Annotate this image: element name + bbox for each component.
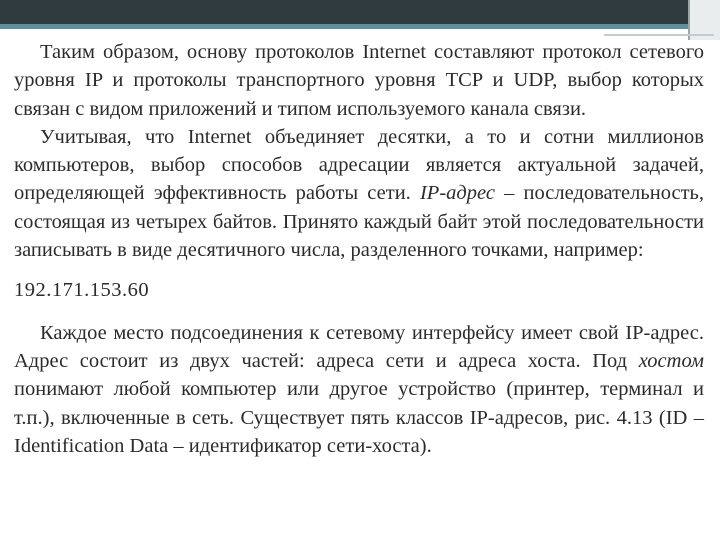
- paragraph-addressing: [14, 123, 704, 264]
- paragraph-host: [14, 319, 704, 460]
- slide-top-bar: [0, 0, 720, 24]
- paragraph-addressing-text: Учитывая, что Internet объединяет десятки, а то и сотни миллионов компьютеров, выбор способов адресации является актуальной задачей, определяющей эффективность работы сети.: [14, 125, 704, 205]
- slide-accent-stripe: [0, 24, 720, 29]
- paragraph-protocols-text: Таким образом, основу протоколов Internet составляют протокол сетевого уровня IP и протоколы транспортного уровня TCP и UDP, выбор которых связан с видом приложений и типом используемого канала связи.: [14, 41, 704, 120]
- paragraph-host-rest: понимают любой компьютер или другое устройство (принтер, терминал и т.п.), включенные в сеть. Существует пять классов IP-адресов, рис. 4.13 (ID – Identification Data – идентификатор сети-хоста).: [14, 378, 704, 457]
- term-ip-address: IP-адрес: [419, 182, 495, 205]
- slide-header-rule: [604, 34, 714, 36]
- paragraph-host-text: Каждое место подсоединения к сетевому интерфейсу имеет свой IP-адрес. Адрес состоит из двух частей: адреса сети и адреса хоста. Под: [14, 321, 704, 372]
- paragraph-addressing-rest: – последовательность, состоящая из четырех байтов. Принято каждый байт этой последовательности записывать в виде десятичного числа, разделенного точками, например:: [14, 182, 704, 262]
- ip-address-example: 192.171.153.60: [14, 279, 150, 302]
- term-host: хостом: [638, 349, 704, 372]
- document-body: [14, 38, 704, 460]
- paragraph-protocols: [14, 38, 704, 123]
